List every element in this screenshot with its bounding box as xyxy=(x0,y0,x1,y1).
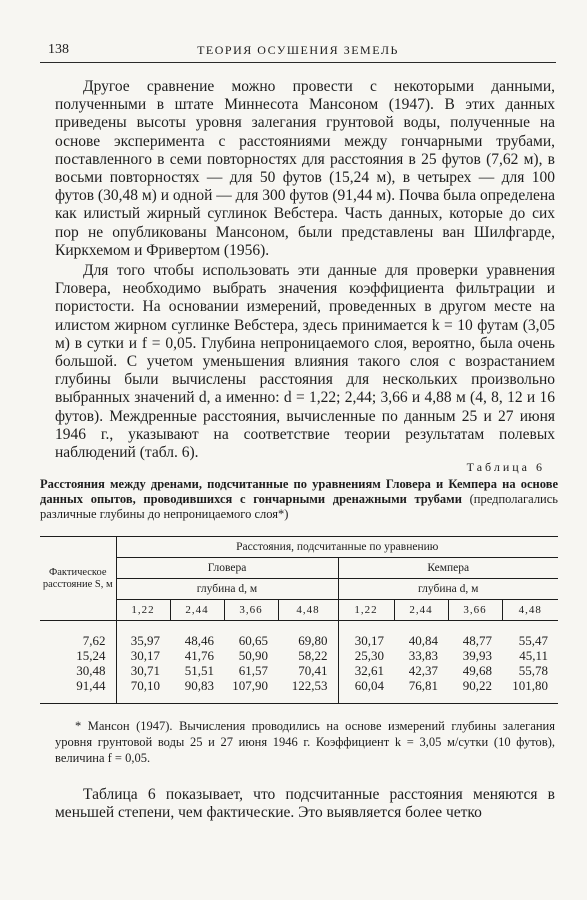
glover-value: 30,17 xyxy=(116,648,170,663)
paragraph-mansons-data: Другое сравнение можно провести с некоторыми данными, полученными в штате Миннесота Мансоном (1947). В этих данных приведены высоты уровня залегания грунтовой воды, полученные на основе эксперимента с расстояниями между гончарными трубами, поставленного в семи повторностях для расстояния в 25 футов (7,62 м), в восьми повторностях — для 50 футов (15,24 м), в четырех — для 100 футов (30,48 м) и одной — для 300 футов (91,44 м). Почва была определена как илистый жирный суглинок Вебстера. Часть данных, которые до сих пор не опубликованы Мансоном, были представлены ван Шилфгарде, Киркхемом и Фривертом (1956). xyxy=(55,78,555,259)
glover-value: 70,10 xyxy=(116,678,170,704)
table-title xyxy=(40,477,558,522)
actual-spacing: 91,44 xyxy=(40,678,116,704)
kemper-value: 49,68 xyxy=(462,663,492,678)
depth-header: 4,48 xyxy=(502,600,558,621)
table-row xyxy=(40,648,558,663)
table-title-note: (предполагались различные глубины до непроницаемого слоя*) xyxy=(40,492,558,521)
glover-value: 107,90 xyxy=(224,678,278,704)
actual-spacing: 7,62 xyxy=(82,633,106,648)
glover-value: 51,51 xyxy=(184,663,214,678)
drain-spacing-table xyxy=(40,536,558,704)
page-number: 138 xyxy=(48,42,69,57)
paragraph-glover-check: Для того чтобы использовать эти данные для проверки уравнения Гловера, необходимо выбрать значения коэффициента фильтрации и пористости. На основании измерений, проведенных в другом месте на илистом жирном суглинке Вебстера, здесь принимается k = 10 футам (3,05 м) в сутки и f = 0,05. Глубина непроницаемого слоя, вероятно, была очень большой. С учетом уменьшения влияния такого слоя с возрастанием глубины были вычислены расстояния для нескольких произвольно выбранных значений d, а именно: d = 1,22; 2,44; 3,66 и 4,88 м (4, 8, 12 и 16 футов). Междренные расстояния, вычисленные по данным 25 и 27 июня 1946 г., указывают на соответствие теории результатам полевых наблюдений (табл. 6). xyxy=(55,262,555,462)
depth-header: 1,22 xyxy=(116,600,170,621)
glover-value: 122,53 xyxy=(278,678,338,704)
glover-value: 41,76 xyxy=(184,648,214,663)
depth-label-kemper: глубина d, м xyxy=(338,579,558,600)
kemper-value: 55,78 xyxy=(518,663,548,678)
depth-header: 3,66 xyxy=(448,600,502,621)
depth-header: 3,66 xyxy=(224,600,278,621)
glover-value: 50,90 xyxy=(238,648,268,663)
kemper-value: 90,22 xyxy=(448,678,502,704)
table-row xyxy=(40,678,558,704)
kemper-value: 60,04 xyxy=(338,678,394,704)
kemper-value: 48,77 xyxy=(462,633,492,648)
table-title-bold: Расстояния между дренами, подсчитанные по уравнениям Гловера и Кемпера на основе данных опытов, проводившихся с гончарными дренажными трубами xyxy=(40,477,558,506)
kemper-value: 39,93 xyxy=(462,648,492,663)
table-label: Таблица 6 xyxy=(466,460,545,474)
depth-header: 2,44 xyxy=(170,600,224,621)
paragraph-table-discussion: Таблица 6 показывает, что подсчитанные расстояния меняются в меньшей степени, чем фактические. Это выявляется более четко xyxy=(55,786,555,822)
glover-value: 69,80 xyxy=(298,633,328,648)
col-header-kemper: Кемпера xyxy=(338,558,558,579)
table-footnote: * Мансон (1947). Вычисления проводились на основе измерений глубины залегания уровня грунтовой воды 25 и 27 июня 1946 г. Коэффициент k = 3,05 м/сутки (10 футов), величина f = 0,05. xyxy=(55,719,555,765)
running-title: ТЕОРИЯ ОСУШЕНИЯ ЗЕМЕЛЬ xyxy=(197,43,399,57)
depth-header: 1,22 xyxy=(338,600,394,621)
kemper-value: 101,80 xyxy=(502,678,558,704)
col-header-actual: Фактическое расстояние S, м xyxy=(40,537,116,621)
glover-value: 70,41 xyxy=(298,663,328,678)
glover-value: 48,46 xyxy=(184,633,214,648)
col-header-glover: Гловера xyxy=(116,558,338,579)
kemper-value: 30,17 xyxy=(338,621,394,649)
depth-header: 4,48 xyxy=(278,600,338,621)
glover-value: 60,65 xyxy=(238,633,268,648)
glover-value: 90,83 xyxy=(170,678,224,704)
glover-value: 58,22 xyxy=(298,648,328,663)
actual-spacing: 30,48 xyxy=(76,663,106,678)
table-row xyxy=(40,621,558,649)
col-header-computed: Расстояния, подсчитанные по уравнению xyxy=(116,537,558,558)
kemper-value: 40,84 xyxy=(408,633,438,648)
kemper-value: 42,37 xyxy=(408,663,438,678)
glover-value: 35,97 xyxy=(116,621,170,649)
kemper-value: 45,11 xyxy=(519,648,548,663)
glover-value: 30,71 xyxy=(116,663,170,678)
depth-label-glover: глубина d, м xyxy=(116,579,338,600)
kemper-value: 32,61 xyxy=(338,663,394,678)
kemper-value: 55,47 xyxy=(518,633,548,648)
kemper-value: 25,30 xyxy=(338,648,394,663)
kemper-value: 33,83 xyxy=(408,648,438,663)
table-row xyxy=(40,663,558,678)
actual-spacing: 15,24 xyxy=(76,648,106,663)
glover-value: 61,57 xyxy=(238,663,268,678)
depth-header: 2,44 xyxy=(394,600,448,621)
kemper-value: 76,81 xyxy=(394,678,448,704)
page-header xyxy=(40,40,556,63)
